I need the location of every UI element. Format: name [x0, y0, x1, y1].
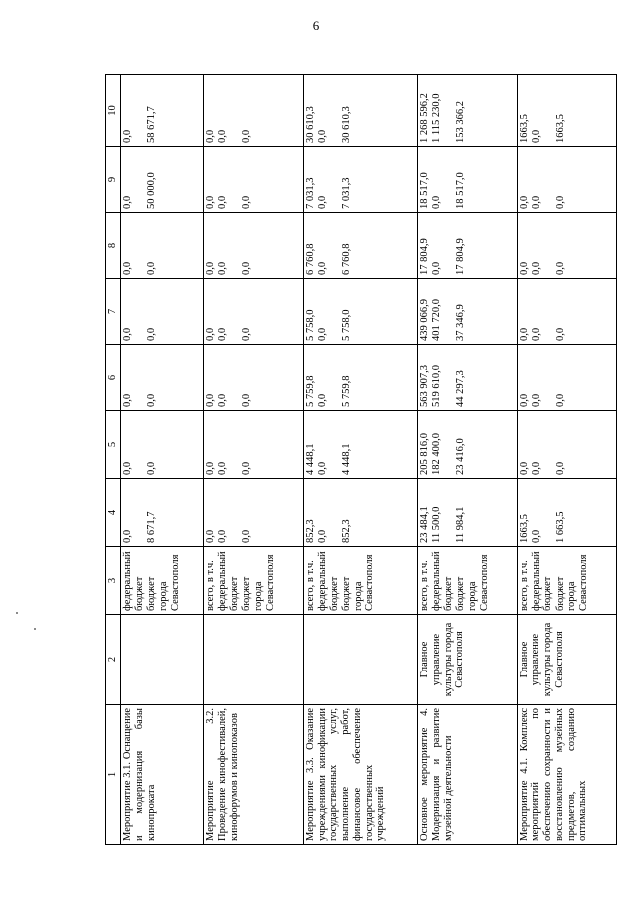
value-cell: 0,0: [205, 327, 217, 341]
col-number-3: 3: [106, 547, 121, 615]
value-cell: 153 366,2: [455, 101, 467, 143]
funding-source: федеральный бюджет: [217, 551, 241, 611]
value-cell: 0,0: [530, 327, 542, 341]
table-row: [517, 75, 617, 845]
value-cell: 1 663,5: [554, 511, 566, 543]
value-cell: 5 758,0: [304, 309, 316, 341]
value-cell: 1663,5: [554, 114, 566, 143]
value-cell: 0,0: [146, 393, 157, 407]
value-cell: 1663,5: [518, 114, 530, 143]
col-number-8: 8: [106, 213, 121, 279]
table-row: [303, 75, 417, 845]
value-cell: 0,0: [530, 529, 542, 543]
value-cell: 852,3: [304, 519, 316, 543]
budget-table: [105, 74, 617, 845]
col-number-6: 6: [106, 345, 121, 411]
value-cell: 0,0: [122, 393, 133, 407]
value-cell: 11 500,0: [431, 506, 443, 543]
value-cell: 0,0: [205, 461, 217, 475]
value-cell: 0,0: [146, 461, 157, 475]
value-cell: 5 759,8: [340, 375, 352, 407]
value-cell: 1 115 230,0: [431, 93, 443, 143]
executor: [121, 615, 204, 705]
col-number-9: 9: [106, 147, 121, 213]
value-cell: 563 907,3: [419, 365, 431, 407]
value-cell: 0,0: [518, 195, 530, 209]
scan-speck: [34, 628, 36, 630]
value-cell: 0,0: [554, 261, 566, 275]
value-cell: 0,0: [518, 261, 530, 275]
funding-source: всего, в т.ч.: [205, 560, 217, 611]
funding-source: федеральный бюджет: [316, 551, 340, 611]
funding-source: всего, в т.ч.: [419, 560, 431, 611]
table-row: [121, 75, 204, 845]
value-cell: 0,0: [316, 129, 328, 143]
value-cell: 0,0: [316, 195, 328, 209]
value-cell: 0,0: [554, 327, 566, 341]
value-cell: 0,0: [146, 261, 157, 275]
funding-source: федеральный бюджет: [431, 551, 454, 611]
value-cell: 0,0: [217, 393, 229, 407]
value-cell: 0,0: [217, 327, 229, 341]
value-cell: 519 610,0: [431, 365, 443, 407]
funding-source: бюджет города Севастополя: [241, 554, 276, 611]
column-number-row: [106, 75, 121, 845]
value-cell: 439 066,9: [419, 299, 431, 341]
value-cell: 18 517,0: [419, 172, 431, 209]
value-cell: 0,0: [217, 195, 229, 209]
value-cell: 0,0: [241, 129, 253, 143]
value-cell: 0,0: [122, 327, 133, 341]
funding-source: бюджет города Севастополя: [340, 554, 376, 611]
value-cell: 0,0: [205, 393, 217, 407]
value-cell: 0,0: [554, 461, 566, 475]
value-cell: 0,0: [431, 261, 443, 275]
value-cell: 11 984,1: [455, 506, 467, 543]
value-cell: 17 804,9: [419, 238, 431, 275]
rotated-table-container: [105, 75, 617, 845]
col-number-2: 2: [106, 615, 121, 705]
value-cell: 0,0: [122, 529, 133, 543]
funding-source: бюджет города Севастополя: [554, 554, 589, 611]
value-cell: 0,0: [316, 393, 328, 407]
value-cell: 0,0: [316, 529, 328, 543]
value-cell: 7 031,3: [340, 177, 352, 209]
col-number-4: 4: [106, 479, 121, 547]
value-cell: 7 031,3: [304, 177, 316, 209]
scan-speck: [16, 612, 18, 614]
col-number-1: 1: [106, 705, 121, 845]
executor: Главное управление культуры города Севастополя: [418, 615, 517, 705]
value-cell: 0,0: [530, 129, 542, 143]
measure-name: Мероприятие 3.2. Проведение кинофестивалей, кинофорумов и кинопоказов: [204, 705, 303, 845]
executor: Главное управление культуры города Севастополя: [517, 615, 617, 705]
value-cell: 0,0: [554, 195, 566, 209]
value-cell: 0,0: [241, 393, 253, 407]
funding-source: бюджет города Севастополя: [455, 554, 490, 611]
value-cell: 401 720,0: [431, 299, 443, 341]
value-cell: 205 816,0: [419, 433, 431, 475]
value-cell: 4 448,1: [304, 443, 316, 475]
value-cell: 23 416,0: [455, 438, 467, 475]
value-cell: 0,0: [316, 327, 328, 341]
col-number-5: 5: [106, 411, 121, 479]
value-cell: 1663,5: [518, 514, 530, 543]
value-cell: 0,0: [518, 393, 530, 407]
table-row: [204, 75, 303, 845]
value-cell: 0,0: [241, 261, 253, 275]
executor: [204, 615, 303, 705]
funding-source: всего, в т.ч.: [518, 560, 530, 611]
value-cell: 0,0: [217, 461, 229, 475]
value-cell: 30 610,3: [304, 106, 316, 143]
value-cell: 852,3: [340, 519, 352, 543]
measure-name: Мероприятие 3.1. Оснащение и модернизация базы кинопроката: [121, 705, 204, 845]
value-cell: 5 759,8: [304, 375, 316, 407]
value-cell: 0,0: [530, 195, 542, 209]
value-cell: 58 671,7: [146, 106, 157, 143]
value-cell: 0,0: [241, 195, 253, 209]
measure-name: Мероприятие 4.1. Комплекс мероприятий по обеспечению сохранности и восстановлению музейных предметов, созданию оптимальных: [517, 705, 617, 845]
value-cell: 44 297,3: [455, 370, 467, 407]
value-cell: 0,0: [205, 129, 217, 143]
value-cell: 17 804,9: [455, 238, 467, 275]
funding-source: федеральный бюджет: [530, 551, 554, 611]
value-cell: 0,0: [122, 461, 133, 475]
value-cell: 4 448,1: [340, 443, 352, 475]
value-cell: 0,0: [205, 261, 217, 275]
value-cell: 0,0: [530, 393, 542, 407]
value-cell: 5 758,0: [340, 309, 352, 341]
value-cell: 182 400,0: [431, 433, 443, 475]
executor: [303, 615, 417, 705]
measure-name: Мероприятие 3.3. Оказание учреждениями кинофикации государственных услуг, выполнение работ, финансовое обеспечение государственных учреждений: [303, 705, 417, 845]
value-cell: 8 671,7: [146, 511, 157, 543]
col-number-7: 7: [106, 279, 121, 345]
value-cell: 0,0: [217, 529, 229, 543]
value-cell: 0,0: [241, 529, 253, 543]
value-cell: 6 760,8: [304, 243, 316, 275]
value-cell: 18 517,0: [455, 172, 467, 209]
value-cell: 0,0: [122, 195, 133, 209]
value-cell: 0,0: [241, 327, 253, 341]
funding-source: всего, в т.ч.: [304, 560, 316, 611]
value-cell: 0,0: [146, 327, 157, 341]
value-cell: 0,0: [217, 129, 229, 143]
value-cell: 50 000,0: [146, 172, 157, 209]
page-number: 6: [312, 18, 320, 33]
funding-source: федеральный бюджет: [122, 551, 145, 611]
value-cell: 0,0: [122, 261, 133, 275]
value-cell: 0,0: [316, 461, 328, 475]
value-cell: 0,0: [554, 393, 566, 407]
table-row: [418, 75, 517, 845]
value-cell: 0,0: [316, 261, 328, 275]
value-cell: 1 268 596,2: [419, 93, 431, 143]
value-cell: 23 484,1: [419, 506, 431, 543]
value-cell: 0,0: [217, 261, 229, 275]
value-cell: 0,0: [122, 129, 133, 143]
funding-source: бюджет города Севастополя: [146, 554, 181, 611]
col-number-10: 10: [106, 75, 121, 147]
value-cell: 0,0: [518, 461, 530, 475]
measure-name: Основное мероприятие 4. Модернизация и развитие музейной деятельности: [418, 705, 517, 845]
value-cell: 0,0: [431, 195, 443, 209]
value-cell: 0,0: [205, 529, 217, 543]
value-cell: 37 346,9: [455, 304, 467, 341]
value-cell: 6 760,8: [340, 243, 352, 275]
value-cell: 0,0: [205, 195, 217, 209]
value-cell: 0,0: [530, 261, 542, 275]
value-cell: 0,0: [530, 461, 542, 475]
value-cell: 30 610,3: [340, 106, 352, 143]
value-cell: 0,0: [518, 327, 530, 341]
value-cell: 0,0: [241, 461, 253, 475]
